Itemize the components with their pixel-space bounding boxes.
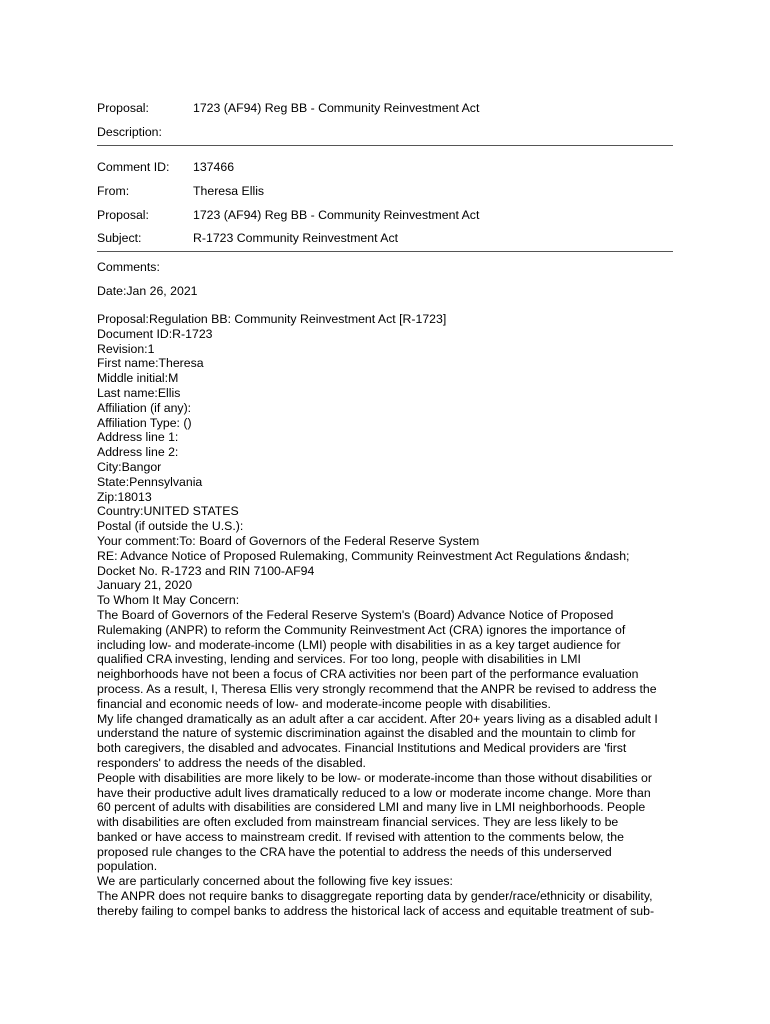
body-line: Affiliation Type: () — [97, 415, 192, 430]
body-line: Your comment:To: Board of Governors of the Federal Reserve System — [97, 533, 480, 548]
body-line: 60 percent of adults with disabilities are considered LMI and many live in LMI neighborhoods. People — [97, 800, 646, 815]
body-line: financial and economic needs of low- and moderate-income people with disabilities. — [97, 696, 551, 711]
divider-top — [97, 145, 673, 146]
body-line: Zip:18013 — [97, 489, 152, 504]
divider-bottom — [97, 251, 673, 252]
body-line: Middle initial:M — [97, 371, 179, 386]
body-line: My life changed dramatically as an adult after a car accident. After 20+ years living as a disabled adult I — [97, 711, 658, 726]
body-line: Country:UNITED STATES — [97, 504, 239, 519]
comment-body — [97, 312, 697, 919]
meta-proposal-value: 1723 (AF94) Reg BB - Community Reinvestment Act — [193, 208, 480, 222]
body-line: neighborhoods have not been a focus of CRA activities nor been part of the performance evaluation — [97, 667, 639, 682]
body-line: have their productive adult lives dramatically reduced to a low or moderate income change. More than — [97, 785, 651, 800]
body-line: Last name:Ellis — [97, 385, 181, 400]
body-line: Postal (if outside the U.S.): — [97, 519, 244, 534]
body-line: The ANPR does not require banks to disaggregate reporting data by gender/race/ethnicity or disability, — [97, 889, 653, 904]
body-line: City:Bangor — [97, 459, 162, 474]
body-line: population. — [97, 859, 158, 874]
body-line: qualified CRA investing, lending and services. For too long, people with disabilities in LMI — [97, 652, 581, 667]
body-line: People with disabilities are more likely to be low- or moderate-income than those without disabilities or — [97, 770, 652, 785]
body-line: RE: Advance Notice of Proposed Rulemaking, Community Reinvestment Act Regulations &ndash; — [97, 548, 630, 563]
from-label: From: — [97, 184, 130, 198]
body-line: proposed rule changes to the CRA have the potential to address the needs of this underserved — [97, 844, 612, 859]
body-line: Docket No. R-1723 and RIN 7100-AF94 — [97, 563, 315, 578]
body-line: To Whom It May Concern: — [97, 593, 240, 608]
body-line: Rulemaking (ANPR) to reform the Community Reinvestment Act (CRA) ignores the importance of — [97, 622, 626, 637]
meta-proposal-label: Proposal: — [97, 208, 149, 222]
body-line: The Board of Governors of the Federal Reserve System's (Board) Advance Notice of Proposed — [97, 607, 614, 622]
body-line: Address line 1: — [97, 430, 179, 445]
body-line: First name:Theresa — [97, 356, 204, 371]
comments-label: Comments: — [97, 260, 160, 274]
proposal-label: Proposal: — [97, 101, 149, 115]
body-line: Revision:1 — [97, 341, 155, 356]
body-line: State:Pennsylvania — [97, 474, 203, 489]
description-label: Description: — [97, 125, 162, 139]
body-line: responders' to address the needs of the disabled. — [97, 755, 366, 770]
body-line: with disabilities are often excluded from mainstream financial services. They are less likely to be — [97, 815, 619, 830]
comment-id-label: Comment ID: — [97, 160, 170, 174]
subject-label: Subject: — [97, 231, 142, 245]
body-line: including low- and moderate-income (LMI) people with disabilities in as a key target audience for — [97, 637, 621, 652]
body-line: both caregivers, the disabled and advocates. Financial Institutions and Medical providers are 'first — [97, 741, 627, 756]
comment-date: Date:Jan 26, 2021 — [97, 284, 198, 298]
body-line: process. As a result, I, Theresa Ellis very strongly recommend that the ANPR be revised to address the — [97, 681, 657, 696]
from-value: Theresa Ellis — [193, 184, 265, 198]
body-line: Address line 2: — [97, 445, 179, 460]
body-line: Document ID:R-1723 — [97, 326, 213, 341]
body-line: We are particularly concerned about the following five key issues: — [97, 874, 453, 889]
body-line: thereby failing to compel banks to address the historical lack of access and equitable treatment of sub- — [97, 903, 655, 918]
body-line: January 21, 2020 — [97, 578, 193, 593]
comment-id-value: 137466 — [193, 160, 235, 174]
body-line: understand the nature of systemic discrimination against the disabled and the mountain to climb for — [97, 726, 636, 741]
body-line: Proposal:Regulation BB: Community Reinvestment Act [R-1723] — [97, 312, 447, 326]
subject-value: R-1723 Community Reinvestment Act — [193, 231, 399, 245]
body-line: Affiliation (if any): — [97, 400, 192, 415]
body-line: banked or have access to mainstream credit. If revised with attention to the comments below, the — [97, 829, 624, 844]
proposal-value: 1723 (AF94) Reg BB - Community Reinvestment Act — [193, 101, 480, 115]
